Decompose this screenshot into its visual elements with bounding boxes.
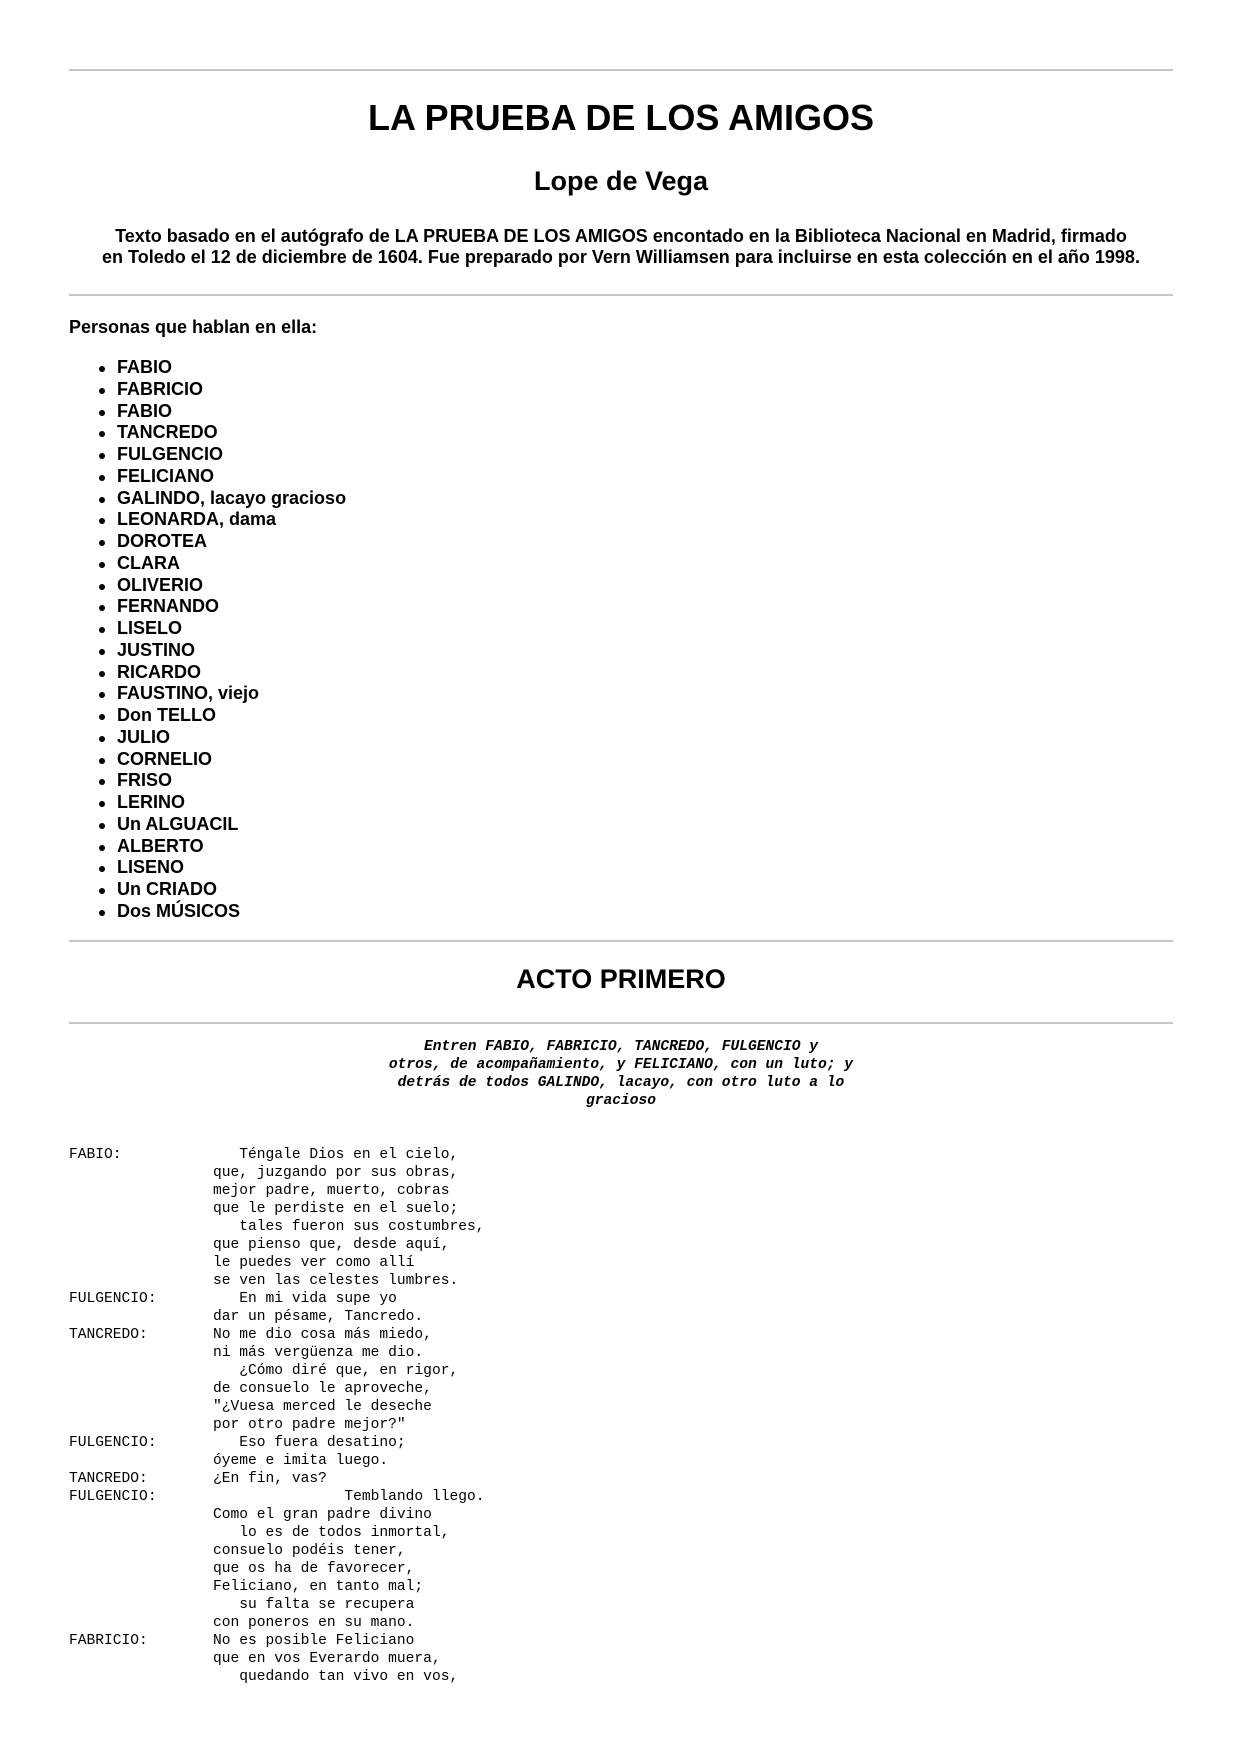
verse-line-text: dar un pésame, Tancredo. [213, 1309, 424, 1325]
source-note-line: Texto basado en el autógrafo de LA PRUEBA DE LOS AMIGOS encontado en la Biblioteca Nacional en Madrid, firmado [115, 226, 1127, 246]
verse-line [69, 1434, 1173, 1452]
speaker-name: FABRICIO: [69, 1633, 148, 1649]
verse-line [69, 1326, 1173, 1344]
verse-line [69, 1560, 1173, 1578]
verse-line-text: quedando tan vivo en vos, [213, 1669, 459, 1685]
verse-line-text: su falta se recupera [213, 1597, 415, 1613]
verse-line [69, 1506, 1173, 1524]
verse-line [69, 1578, 1173, 1596]
cast-list-item: LEONARDA, dama [117, 509, 346, 531]
cast-list-item: CLARA [117, 553, 346, 575]
act-title: ACTO PRIMERO [516, 964, 726, 994]
verse-line [69, 1416, 1173, 1434]
verse-line [69, 1488, 1173, 1506]
verse-line [69, 1308, 1173, 1326]
cast-list-item: TANCREDO [117, 422, 346, 444]
cast-list-item: FAUSTINO, viejo [117, 683, 346, 705]
cast-list-item: Don TELLO [117, 705, 346, 727]
cast-list-item: JUSTINO [117, 640, 346, 662]
cast-list-item: FRISO [117, 770, 346, 792]
verse-line-text: Como el gran padre divino [213, 1507, 432, 1523]
cast-list-item: FERNANDO [117, 596, 346, 618]
cast-list-item: FABIO [117, 401, 346, 423]
verse-line-text: de consuelo le aproveche, [213, 1381, 432, 1397]
top-divider [69, 69, 1173, 71]
stage-direction-line: otros, de acompañamiento, y FELICIANO, con un luto; y [388, 1057, 854, 1073]
verse-line [69, 1362, 1173, 1380]
verse-line-text: mejor padre, muerto, cobras [213, 1183, 450, 1199]
divider [69, 294, 1173, 296]
verse-line [69, 1290, 1173, 1308]
cast-list-item: Dos MÚSICOS [117, 901, 346, 923]
stage-direction-line: gracioso [585, 1093, 657, 1109]
verse-line [69, 1614, 1173, 1632]
personas-heading: Personas que hablan en ella: [69, 317, 318, 337]
cast-list-item: LISELO [117, 618, 346, 640]
verse-line-text: se ven las celestes lumbres. [213, 1273, 459, 1289]
verse-line-text: que pienso que, desde aquí, [213, 1237, 450, 1253]
cast-list-item: GALINDO, lacayo gracioso [117, 487, 347, 508]
verse-line-text: tales fueron sus costumbres, [213, 1219, 485, 1235]
speaker-name: TANCREDO: [69, 1471, 148, 1487]
stage-direction [69, 1038, 1173, 1110]
verse-line-text: Eso fuera desatino; [213, 1435, 406, 1451]
cast-list-item: FULGENCIO [117, 444, 346, 466]
stage-direction-line: Entren FABIO, FABRICIO, TANCREDO, FULGENCIO y [423, 1039, 819, 1055]
cast-list-item: RICARDO [117, 662, 346, 684]
author-name: Lope de Vega [533, 166, 709, 196]
verse-line-text: con poneros en su mano. [213, 1615, 415, 1631]
verse-line-text: ni más vergüenza me dio. [213, 1345, 424, 1361]
verse-line-text: lo es de todos inmortal, [213, 1525, 450, 1541]
verse-line [69, 1632, 1173, 1650]
verse-line-text: ¿Cómo diré que, en rigor, [213, 1363, 459, 1379]
divider [69, 940, 1173, 942]
cast-list-item: DOROTEA [117, 531, 346, 553]
verse-line [69, 1650, 1173, 1668]
verse-line [69, 1668, 1173, 1686]
cast-list-item: LERINO [117, 792, 346, 814]
verse-line [69, 1218, 1173, 1236]
source-note [69, 226, 1173, 268]
verse-line-text: Temblando llego. [213, 1489, 485, 1505]
verse-line [69, 1236, 1173, 1254]
cast-list-item: FABRICIO [117, 379, 346, 401]
speaker-name: FABIO: [69, 1147, 122, 1163]
cast-list-item: Un ALGUACIL [117, 814, 346, 836]
verse-line-text: Feliciano, en tanto mal; [213, 1579, 424, 1595]
cast-list-item: JULIO [117, 727, 346, 749]
verse-line [69, 1146, 1173, 1164]
speaker-name: TANCREDO: [69, 1327, 148, 1343]
verse-line [69, 1164, 1173, 1182]
verse-line [69, 1344, 1173, 1362]
divider [69, 1022, 1173, 1024]
verse-line-text: En mi vida supe yo [213, 1291, 397, 1307]
verse-line [69, 1542, 1173, 1560]
verse-line [69, 1272, 1173, 1290]
verse-line [69, 1398, 1173, 1416]
verse-line-text: que, juzgando por sus obras, [213, 1165, 459, 1181]
document-title: LA PRUEBA DE LOS AMIGOS [367, 97, 875, 138]
cast-list-item: FELICIANO [117, 466, 346, 488]
verse-line-text: le puedes ver como allí [213, 1255, 415, 1271]
verse-line [69, 1254, 1173, 1272]
speaker-name: FULGENCIO: [69, 1489, 157, 1505]
verse-line [69, 1182, 1173, 1200]
verse-line-text: Téngale Dios en el cielo, [213, 1147, 459, 1163]
verse-line [69, 1596, 1173, 1614]
verse-line [69, 1524, 1173, 1542]
verse-text [69, 1146, 1173, 1686]
cast-list [69, 357, 346, 923]
verse-line-text: consuelo podéis tener, [213, 1543, 406, 1559]
verse-line-text: No me dio cosa más miedo, [213, 1327, 432, 1343]
verse-line [69, 1452, 1173, 1470]
cast-list-item: CORNELIO [117, 749, 346, 771]
cast-list-item: Un CRIADO [117, 879, 346, 901]
verse-line-text: por otro padre mejor?" [213, 1417, 406, 1433]
speaker-name: FULGENCIO: [69, 1291, 157, 1307]
cast-list-item: OLIVERIO [117, 575, 346, 597]
verse-line [69, 1380, 1173, 1398]
cast-list-item: FABIO [117, 357, 346, 379]
verse-line [69, 1470, 1173, 1488]
source-note-line: en Toledo el 12 de diciembre de 1604. Fue preparado por Vern Williamsen para incluirse en esta colección en el año 1998. [102, 247, 1140, 267]
verse-line-text: que le perdiste en el suelo; [213, 1201, 459, 1217]
verse-line-text: que os ha de favorecer, [213, 1561, 415, 1577]
verse-line-text: óyeme e imita luego. [213, 1453, 389, 1469]
verse-line-text: No es posible Feliciano [213, 1633, 415, 1649]
cast-list-item: LISENO [117, 857, 346, 879]
verse-line-text: ¿En fin, vas? [213, 1471, 327, 1487]
stage-direction-line: detrás de todos GALINDO, lacayo, con otro luto a lo [397, 1075, 845, 1091]
verse-line-text: que en vos Everardo muera, [213, 1651, 441, 1667]
verse-line [69, 1200, 1173, 1218]
speaker-name: FULGENCIO: [69, 1435, 157, 1451]
verse-line-text: "¿Vuesa merced le deseche [213, 1399, 432, 1415]
cast-list-item: ALBERTO [117, 836, 346, 858]
